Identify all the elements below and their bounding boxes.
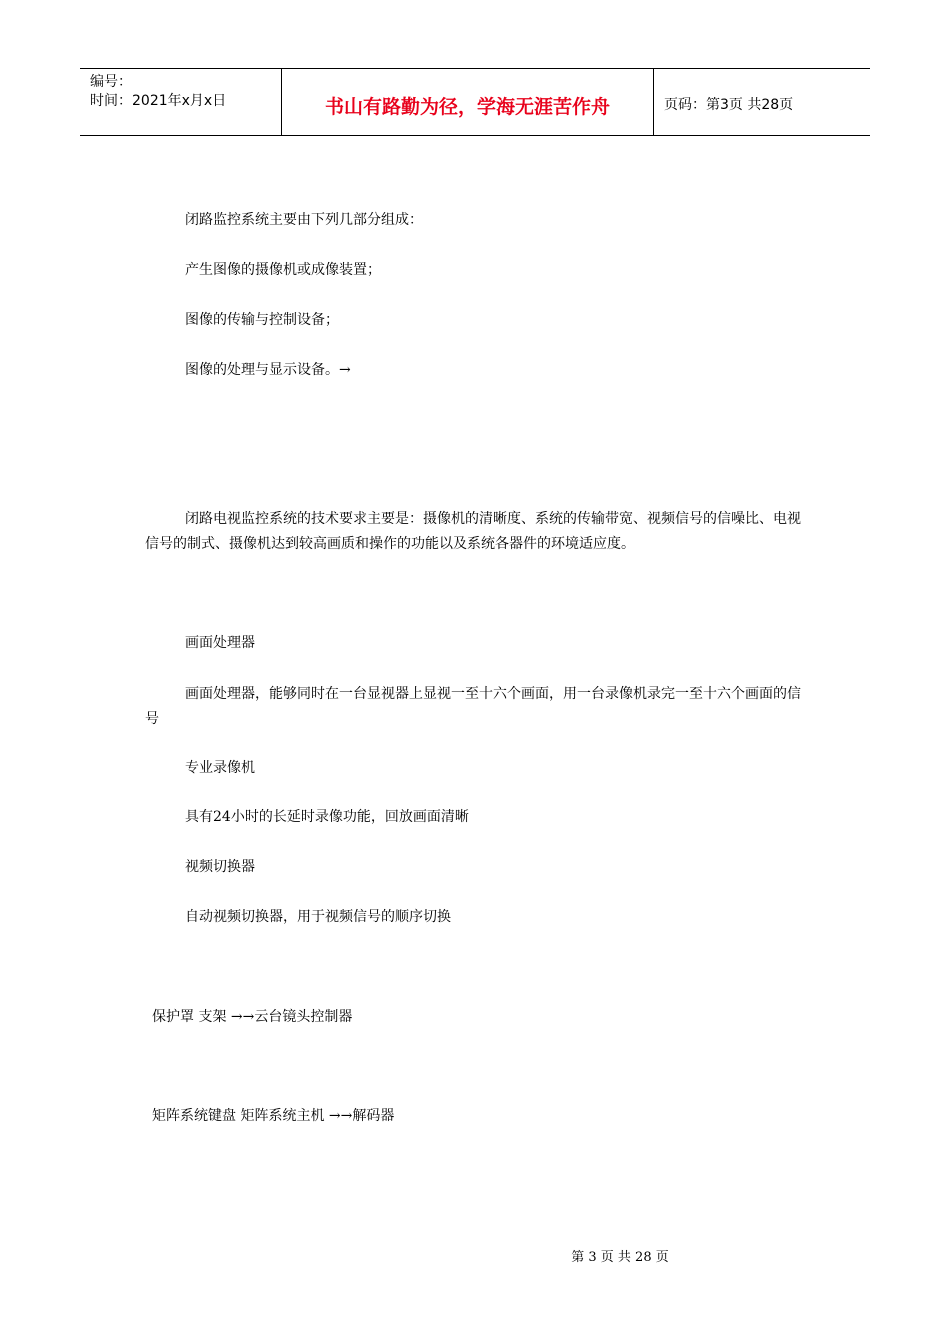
header-page-info: 页码：第3页 共28页	[664, 97, 794, 113]
component-chain: 保护罩 支架 →→云台镜头控制器	[152, 1009, 353, 1025]
list-item: 图像的传输与控制设备；	[185, 312, 339, 328]
section-title: 专业录像机	[185, 760, 255, 776]
section-desc: 画面处理器，能够同时在一台显视器上显视一至十六个画面，用一台录像机录完一至十六个画面的信号	[145, 686, 801, 727]
header-meta-cell	[80, 69, 282, 135]
intro-line: 闭路监控系统主要由下列几部分组成：	[185, 212, 423, 228]
page-footer: 第 3 页 共 28 页	[571, 1250, 669, 1265]
header-motto: 书山有路勤为径，学海无涯苦作舟	[282, 69, 654, 135]
component-chain: 矩阵系统键盘 矩阵系统主机 →→解码器	[152, 1108, 395, 1124]
number-label: 编号：	[90, 74, 132, 90]
list-item: 图像的处理与显示设备。→	[185, 362, 351, 378]
section-title: 视频切换器	[185, 859, 255, 875]
section-desc: 具有24小时的长延时录像功能，回放画面清晰	[185, 809, 469, 825]
section-title: 画面处理器	[185, 635, 255, 651]
list-item: 产生图像的摄像机或成像装置；	[185, 262, 381, 278]
page-header	[80, 68, 870, 136]
time-label: 时间：2021年x月x日	[90, 93, 227, 109]
tech-requirements-paragraph: 闭路电视监控系统的技术要求主要是：摄像机的清晰度、系统的传输带宽、视频信号的信噪比、电视信号的制式、摄像机达到较高画质和操作的功能以及系统各器件的环境适应度。	[145, 511, 801, 552]
section-desc: 自动视频切换器，用于视频信号的顺序切换	[185, 909, 451, 925]
